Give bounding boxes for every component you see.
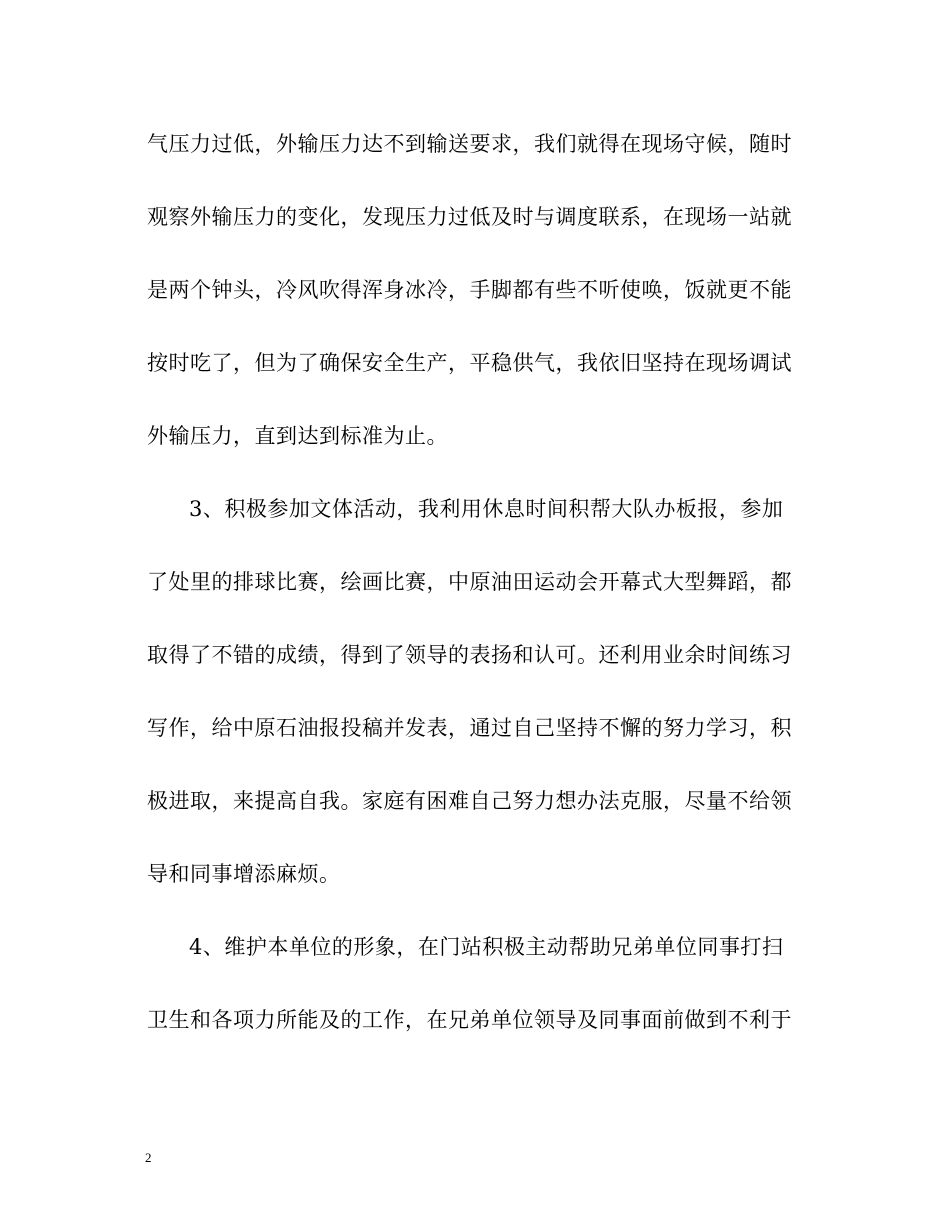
text-line: 外输压力，直到达到标准为止。 xyxy=(147,424,448,448)
text-line: 气压力过低，外输压力达不到输送要求，我们就得在现场守候，随时 xyxy=(147,132,792,156)
paragraph-3-start: 3、积极参加文体活动，我利用休息时间积帮大队办板报，参加 xyxy=(189,497,784,521)
text-line: 写作，给中原石油报投稿并发表，通过自己坚持不懈的努力学习，积 xyxy=(147,716,792,740)
text-line: 观察外输压力的变化，发现压力过低及时与调度联系，在现场一站就 xyxy=(147,205,792,229)
text-line: 是两个钟头，冷风吹得浑身冰冷，手脚都有些不听使唤，饭就更不能 xyxy=(147,278,792,302)
text-line: 按时吃了，但为了确保安全生产，平稳供气，我依旧坚持在现场调试 xyxy=(147,351,792,375)
page-number: 2 xyxy=(145,1150,152,1165)
text-line: 极进取，来提高自我。家庭有困难自己努力想办法克服，尽量不给领 xyxy=(147,789,792,813)
text-line: 取得了不错的成绩，得到了领导的表扬和认可。还利用业余时间练习 xyxy=(147,643,792,667)
text-line: 卫生和各项力所能及的工作，在兄弟单位领导及同事面前做到不利于 xyxy=(147,1008,792,1032)
text-line: 导和同事增添麻烦。 xyxy=(147,862,341,886)
paragraph-4-start: 4、维护本单位的形象，在门站积极主动帮助兄弟单位同事打扫 xyxy=(189,935,784,959)
text-line: 了处里的排球比赛，绘画比赛，中原油田运动会开幕式大型舞蹈，都 xyxy=(147,570,792,594)
